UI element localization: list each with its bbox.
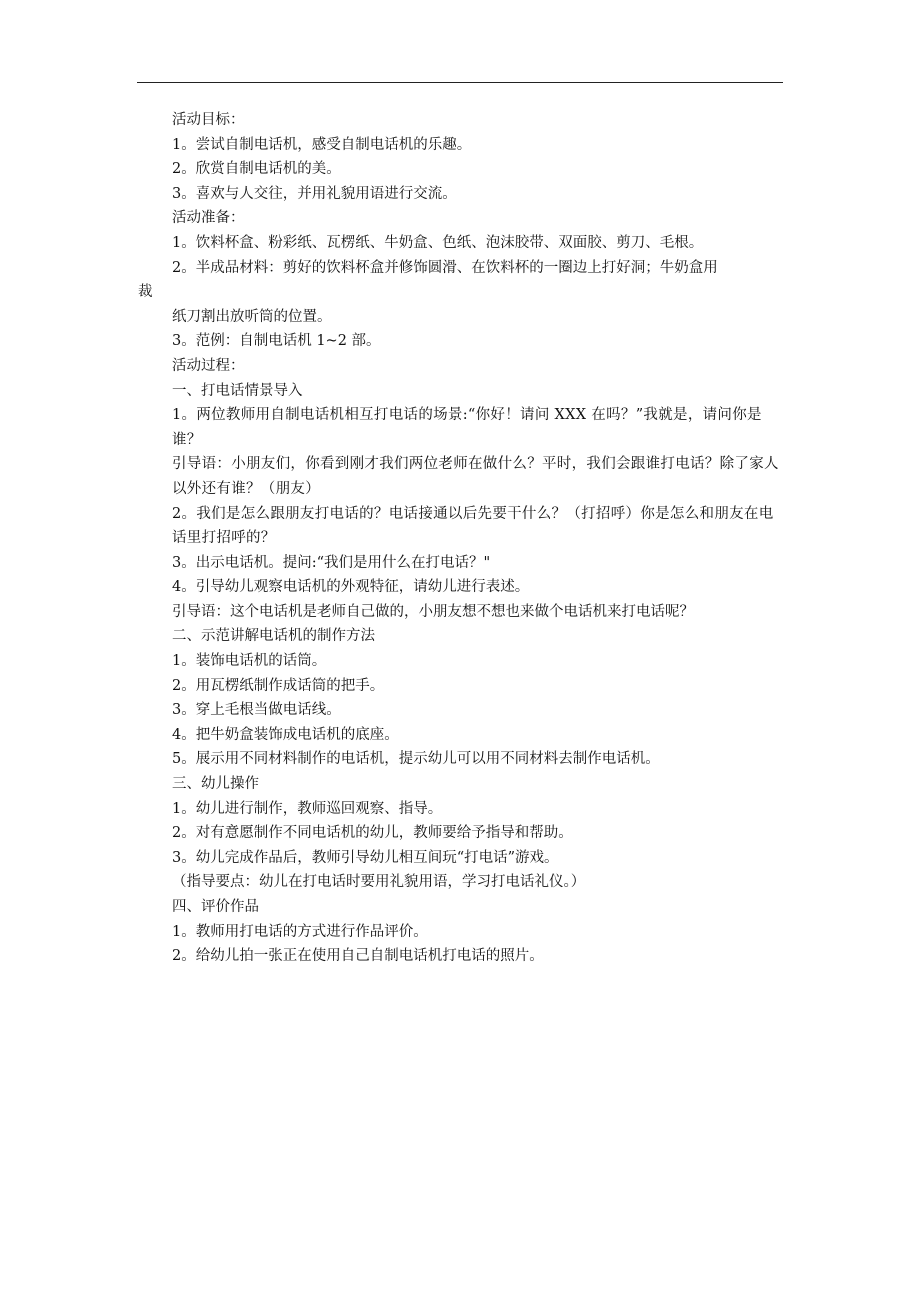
text-line: 4。引导幼儿观察电话机的外观特征，请幼儿进行表述。 — [172, 579, 530, 596]
text-line: 裁 — [138, 284, 153, 301]
text-line: 2。给幼儿拍一张正在使用自己自制电话机打电话的照片。 — [172, 948, 544, 965]
text-line: 四、评价作品 — [172, 899, 259, 915]
text-line: 4。把牛奶盒装饰成电话机的底座。 — [172, 726, 399, 743]
text-line: 2。用瓦楞纸制作成话筒的把手。 — [172, 677, 385, 694]
text-line: 5。展示用不同材料制作的电话机，提示幼儿可以用不同材料去制作电话机。 — [172, 751, 660, 768]
text-line: 1。装饰电话机的话筒。 — [172, 653, 327, 670]
header-rule — [137, 82, 783, 83]
text-line: 3。喜欢与人交往，并用礼貌用语进行交流。 — [172, 185, 457, 202]
text-line: 3。出示电话机。提问:“我们是用什么在打电话？" — [172, 554, 491, 571]
text-line: 2。对有意愿制作不同电话机的幼儿，教师要给予指导和帮助。 — [172, 825, 573, 842]
text-line: 1。饮料杯盒、粉彩纸、瓦楞纸、牛奶盒、色纸、泡沫胶带、双面胶、剪刀、毛根。 — [172, 234, 704, 251]
text-line: 三、幼儿操作 — [172, 776, 259, 793]
text-line: 活动目标： — [172, 112, 245, 128]
document-body — [138, 108, 784, 969]
text-line: 3。范例：自制电话机 1~2 部。 — [172, 333, 381, 350]
text-line: 纸刀割出放听筒的位置。 — [172, 308, 332, 325]
text-line: （指导要点：幼儿在打电话时要用礼貌用语，学习打电话礼仪。） — [172, 874, 586, 891]
text-line: 活动准备： — [172, 210, 245, 227]
text-line: 一、打电话情景导入 — [172, 382, 303, 399]
text-line: 1。幼儿进行制作，教师巡回观察、指导。 — [172, 800, 443, 817]
text-line: 1。两位教师用自制电话机相互打电话的场景:“你好！请问 XXX 在吗？”我就是，请问你是谁？ — [172, 407, 762, 448]
text-line: 1。尝试自制电话机，感受自制电话机的乐趣。 — [172, 136, 472, 153]
text-line: 二、示范讲解电话机的制作方法 — [172, 628, 375, 645]
text-line: 引导语：小朋友们，你看到刚才我们两位老师在做什么？平时，我们会跟谁打电话？除了家人以外还有谁？（朋友） — [172, 456, 779, 497]
text-line: 引导语：这个电话机是老师自己做的，小朋友想不想也来做个电话机来打电话呢？ — [172, 603, 694, 620]
text-line: 活动过程： — [172, 357, 245, 374]
text-line: 3。幼儿完成作品后，教师引导幼儿相互间玩“打电话”游戏。 — [172, 849, 559, 866]
text-line: 2。半成品材料：剪好的饮料杯盒并修饰圆滑、在饮料杯的一圈边上打好洞；牛奶盒用 — [172, 259, 718, 276]
text-line: 2。欣赏自制电话机的美。 — [172, 161, 341, 178]
text-line: 3。穿上毛根当做电话线。 — [172, 702, 341, 719]
text-line: 1。教师用打电话的方式进行作品评价。 — [172, 923, 428, 940]
text-line: 2。我们是怎么跟朋友打电话的？电话接通以后先要干什么？（打招呼）你是怎么和朋友在电话里打招呼的？ — [172, 505, 774, 547]
